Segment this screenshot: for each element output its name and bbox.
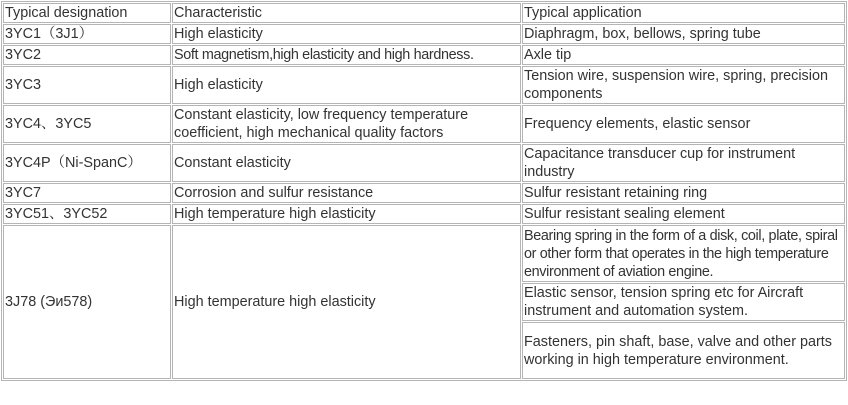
application-cell: Sulfur resistant sealing element	[522, 204, 845, 224]
application-cell: Diaphragm, box, bellows, spring tube	[522, 24, 845, 44]
table-header-row	[3, 3, 845, 23]
application-cell: Fasteners, pin shaft, base, valve and other parts working in high temperature environment.	[522, 322, 845, 379]
alloy-table	[1, 1, 847, 381]
characteristic-cell: Corrosion and sulfur resistance	[172, 183, 521, 203]
designation-cell: 3YC1（3J1）	[3, 24, 171, 44]
table-row	[3, 105, 845, 143]
application-cell: Elastic sensor, tension spring etc for Aircraft instrument and automation system.	[522, 283, 845, 321]
table-row	[3, 66, 845, 104]
table-row	[3, 45, 845, 65]
table-row	[3, 183, 845, 203]
header-application: Typical application	[522, 3, 845, 23]
designation-cell: 3J78 (Эи578)	[3, 225, 171, 379]
characteristic-cell: High elasticity	[172, 24, 521, 44]
table-row	[3, 24, 845, 44]
application-cell: Sulfur resistant retaining ring	[522, 183, 845, 203]
designation-cell: 3YC4P（Ni-SpanC）	[3, 144, 171, 182]
header-characteristic: Characteristic	[172, 3, 521, 23]
designation-cell: 3YC51、3YC52	[3, 204, 171, 224]
table-row	[3, 204, 845, 224]
characteristic-cell: High temperature high elasticity	[172, 204, 521, 224]
header-designation: Typical designation	[3, 3, 171, 23]
designation-cell: 3YC7	[3, 183, 171, 203]
designation-cell: 3YC2	[3, 45, 171, 65]
characteristic-cell: Constant elasticity	[172, 144, 521, 182]
table-row	[3, 225, 845, 282]
table-row	[3, 144, 845, 182]
application-cell: Tension wire, suspension wire, spring, precision components	[522, 66, 845, 104]
designation-cell: 3YC4、3YC5	[3, 105, 171, 143]
application-cell: Capacitance transducer cup for instrument industry	[522, 144, 845, 182]
designation-cell: 3YC3	[3, 66, 171, 104]
characteristic-cell: Soft magnetism,high elasticity and high hardness.	[172, 45, 521, 65]
characteristic-cell: Constant elasticity, low frequency temperature coefficient, high mechanical quality factors	[172, 105, 521, 143]
application-cell: Axle tip	[522, 45, 845, 65]
characteristic-cell: High elasticity	[172, 66, 521, 104]
application-cell: Bearing spring in the form of a disk, coil, plate, spiral or other form that operates in the high temperature environment of aviation engine.	[522, 225, 845, 282]
characteristic-cell: High temperature high elasticity	[172, 225, 521, 379]
application-cell: Frequency elements, elastic sensor	[522, 105, 845, 143]
